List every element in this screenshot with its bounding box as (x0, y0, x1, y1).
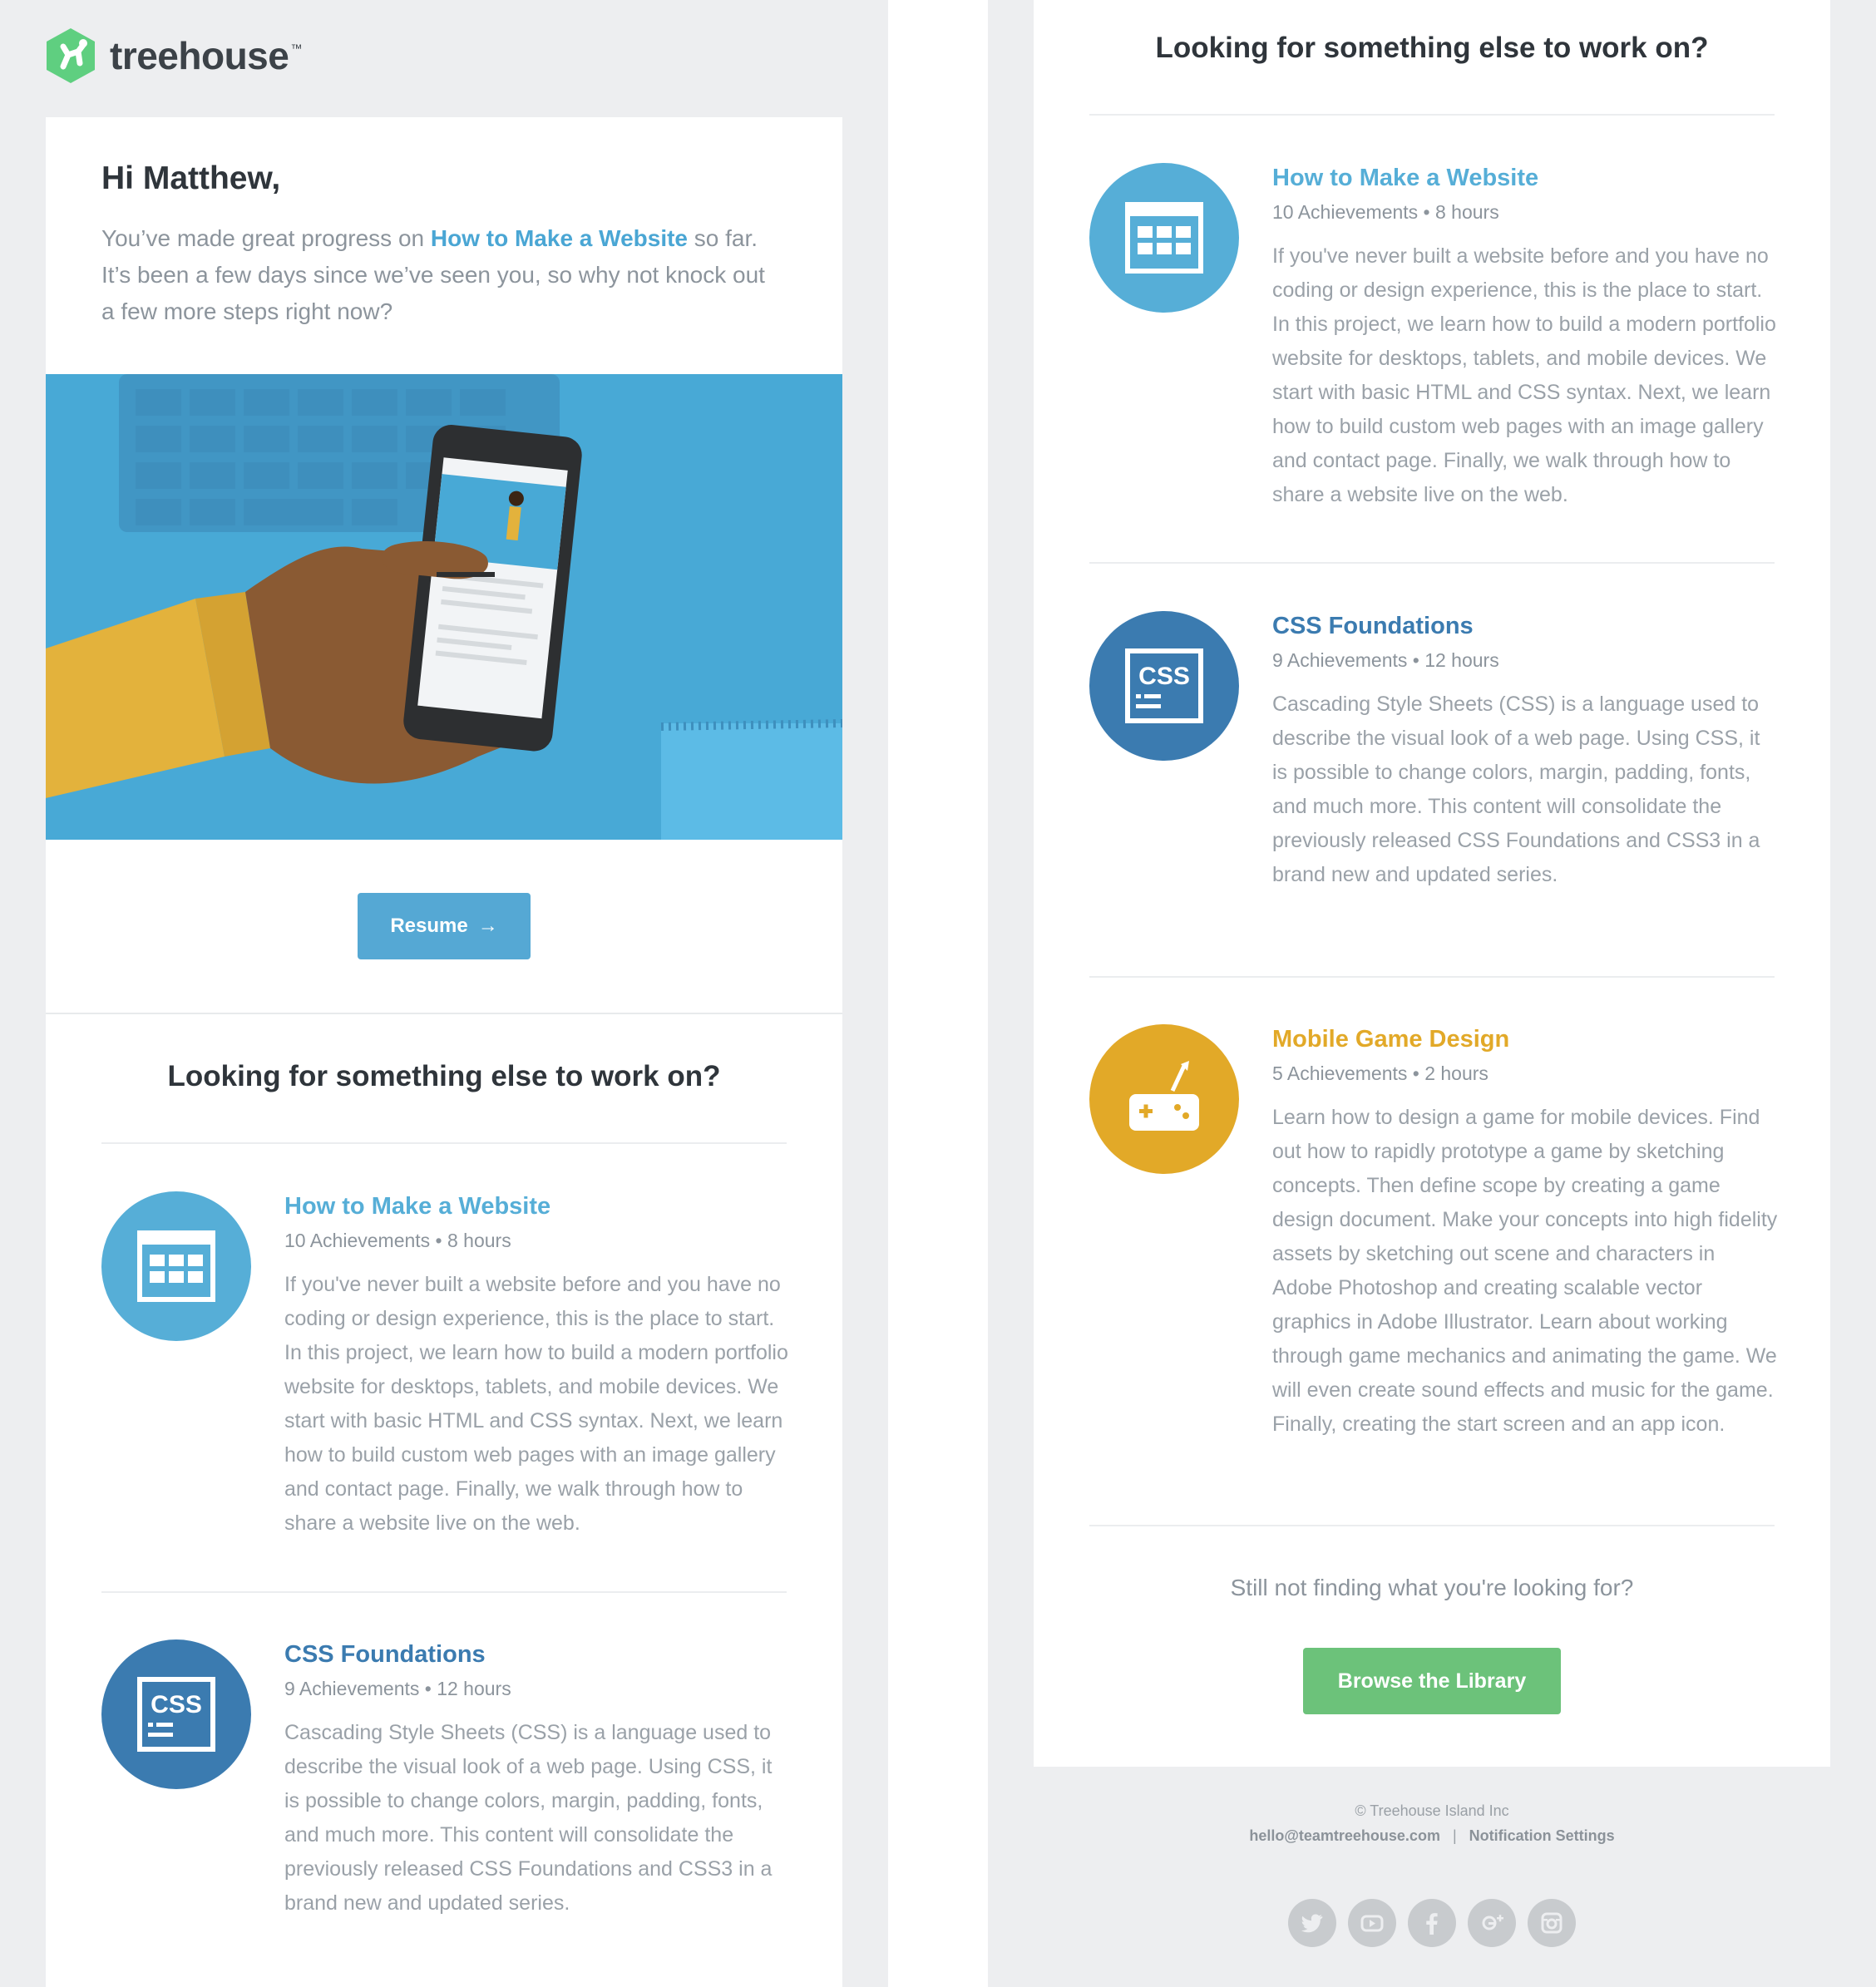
resume-button[interactable] (358, 893, 531, 959)
game-controller-icon (1089, 1024, 1239, 1174)
course-rule (1089, 976, 1775, 978)
course-body (284, 1639, 792, 1920)
facebook-icon[interactable] (1408, 1899, 1456, 1947)
email-preview-left (0, 0, 888, 1987)
course-rule (101, 1591, 787, 1593)
course-description: Cascading Style Sheets (CSS) is a language used to describe the visual look of a web page. Using CSS, it is possible to change colors, margin, padding, fonts, and much more. This content will consolidate the previously released CSS Foundations and CSS3 in a brand new and updated series. (1272, 693, 1760, 886)
treehouse-logo[interactable] (43, 27, 302, 85)
logo-trademark: ™ (290, 42, 303, 55)
section-title: Looking for something else to work on? (167, 1060, 721, 1092)
twitter-icon[interactable] (1288, 1899, 1336, 1947)
hand-holding-phone-illustration (46, 374, 842, 840)
course-title-link[interactable]: Mobile Game Design (1272, 1026, 1510, 1053)
course-title-link[interactable]: CSS Foundations (284, 1641, 486, 1668)
section-rule (101, 1142, 787, 1144)
course-description: If you've never built a website before and you have no coding or design experience, this is the place to start. In this project, we learn how to build a modern portfolio website for desktops, tablets, and mobile devices. We start with basic HTML and CSS syntax. Next, we learn how to build custom web pages with an image gallery and contact page. Finally, we walk through how to share a website live on the web. (1272, 244, 1776, 506)
footer-separator: | (1452, 1827, 1457, 1844)
course-description: Learn how to design a game for mobile devices. Find out how to rapidly prototype a game by sketching concepts. Then define scope by creating a game design document. Make your concepts into high fidelity assets by sketching out scene and characters in Adobe Photoshop and creating scalable vector graphics in Adobe Illustrator. Learn about working through game mechanics and animating the game. We will even create sound effects and music for the game. Finally, creating the start screen and an app icon. (1272, 1106, 1778, 1436)
browse-library-button[interactable]: Browse the Library (1303, 1648, 1561, 1714)
section-divider (46, 1013, 842, 1014)
course-title-link[interactable]: CSS Foundations (1272, 613, 1474, 639)
email-preview-right (988, 0, 1876, 1987)
course-rule (1089, 1525, 1775, 1526)
course-body (1272, 611, 1780, 892)
browser-grid-icon (101, 1191, 251, 1341)
svg-text:CSS: CSS (1138, 663, 1190, 690)
greeting-heading: Hi Matthew, (101, 160, 281, 196)
notification-settings-link[interactable]: Notification Settings (1469, 1827, 1615, 1844)
treehouse-frog-icon (43, 27, 98, 85)
email-card (1034, 0, 1830, 1767)
footer-email-link[interactable]: hello@teamtreehouse.com (1249, 1827, 1440, 1844)
arrow-right-icon: → (477, 915, 498, 937)
logo-wordmark: treehouse (110, 34, 289, 77)
course-body (1272, 163, 1780, 512)
intro-paragraph (101, 220, 783, 330)
course-meta: 9 Achievements • 12 hours (1272, 649, 1499, 671)
course-description: Cascading Style Sheets (CSS) is a language used to describe the visual look of a web page. Using CSS, it is possible to change colors, margin, padding, fonts, and much more. This content will consolidate the previously released CSS Foundations and CSS3 in a brand new and updated series. (284, 1721, 773, 1915)
section-rule (1089, 114, 1775, 116)
css-icon (1089, 611, 1239, 761)
hero-illustration (46, 374, 842, 840)
browser-grid-icon (1089, 163, 1239, 313)
intro-text: You’ve made great progress on (101, 225, 431, 251)
course-body (1272, 1024, 1780, 1442)
course-meta: 5 Achievements • 2 hours (1272, 1063, 1488, 1084)
footer-links (988, 1827, 1876, 1845)
intro-course-link[interactable]: How to Make a Website (430, 225, 688, 251)
course-meta: 10 Achievements • 8 hours (1272, 201, 1499, 223)
still-searching-text: Still not finding what you're looking for? (1230, 1575, 1634, 1600)
svg-text:CSS: CSS (151, 1691, 202, 1718)
section-title: Looking for something else to work on? (1155, 32, 1709, 64)
resume-button-label: Resume (390, 915, 468, 937)
social-links (988, 1899, 1876, 1947)
course-meta: 10 Achievements • 8 hours (284, 1230, 511, 1251)
footer-copyright: © Treehouse Island Inc (1355, 1802, 1509, 1819)
course-title-link[interactable]: How to Make a Website (1272, 165, 1539, 191)
intro-text-end: so far. It’s been a few days since we’ve seen you, so why not knock out a few more steps right now? (101, 225, 765, 324)
course-title-link[interactable]: How to Make a Website (284, 1193, 551, 1220)
instagram-icon[interactable] (1528, 1899, 1576, 1947)
course-meta: 9 Achievements • 12 hours (284, 1678, 511, 1699)
youtube-icon[interactable] (1348, 1899, 1396, 1947)
course-description: If you've never built a website before and you have no coding or design experience, this is the place to start. In this project, we learn how to build a modern portfolio website for desktops, tablets, and mobile devices. We start with basic HTML and CSS syntax. Next, we learn how to build custom web pages with an image gallery and contact page. Finally, we walk through how to share a website live on the web. (284, 1273, 788, 1535)
course-rule (1089, 562, 1775, 564)
css-icon (101, 1639, 251, 1789)
course-body (284, 1191, 792, 1541)
google-plus-icon[interactable] (1468, 1899, 1516, 1947)
email-card (46, 117, 842, 1987)
